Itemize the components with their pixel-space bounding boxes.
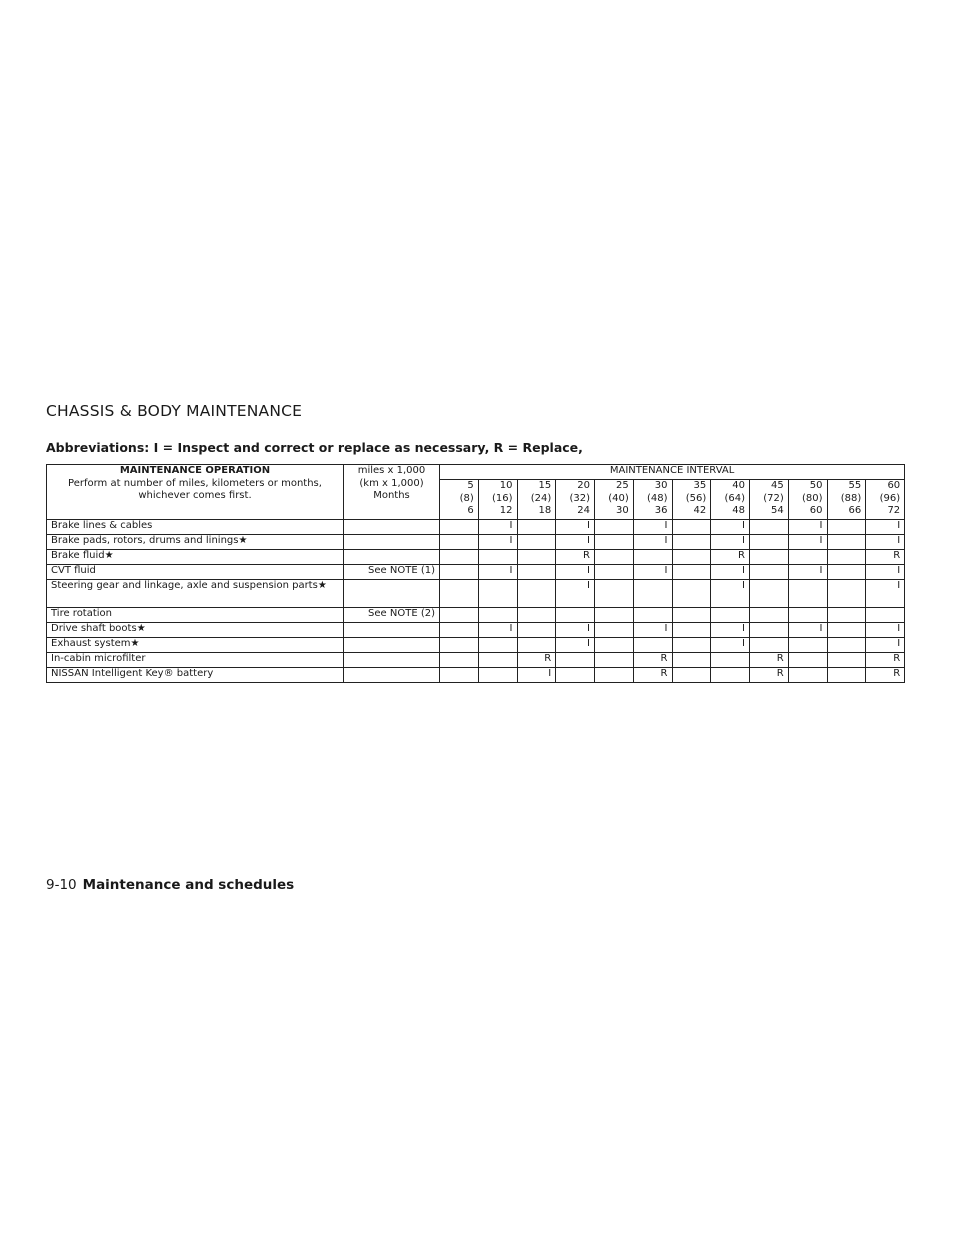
- section-title: CHASSIS & BODY MAINTENANCE: [46, 402, 303, 420]
- interval-mark-cell: [517, 565, 556, 580]
- interval-mark-cell: [788, 550, 827, 565]
- interval-months: 24: [577, 505, 590, 516]
- interval-mark-cell: I: [866, 638, 905, 653]
- interval-header-cell: [478, 480, 517, 520]
- interval-miles: 50: [809, 480, 823, 491]
- interval-mark-cell: [672, 623, 711, 638]
- interval-km: (16): [491, 492, 513, 504]
- interval-km: (48): [646, 492, 668, 504]
- interval-months: 54: [771, 505, 784, 516]
- interval-mark-cell: I: [556, 520, 595, 535]
- note-cell: [344, 520, 440, 535]
- interval-mark-cell: R: [711, 550, 750, 565]
- table-body: [47, 520, 905, 683]
- maintenance-table: [46, 464, 905, 683]
- table-row: [47, 668, 905, 683]
- interval-months: 66: [848, 505, 862, 516]
- star-icon: ★: [104, 550, 114, 561]
- interval-mark-cell: [440, 638, 479, 653]
- interval-months: 48: [732, 505, 745, 516]
- interval-mark-cell: I: [866, 565, 905, 580]
- interval-mark-cell: [827, 520, 866, 535]
- interval-mark-cell: [750, 638, 789, 653]
- interval-mark-cell: [556, 608, 595, 623]
- operation-label: Brake pads, rotors, drums and linings: [51, 535, 239, 546]
- interval-mark-cell: [633, 608, 672, 623]
- operation-label: Drive shaft boots: [51, 623, 137, 634]
- interval-mark-cell: [517, 580, 556, 608]
- interval-months: 12: [499, 505, 513, 516]
- interval-km: (32): [569, 492, 590, 504]
- interval-mark-cell: [440, 565, 479, 580]
- interval-mark-cell: [517, 535, 556, 550]
- note-cell: [344, 535, 440, 550]
- interval-mark-cell: I: [711, 638, 750, 653]
- interval-header-cell: [711, 480, 750, 520]
- interval-header-cell: [866, 480, 905, 520]
- interval-mark-cell: [595, 550, 634, 565]
- operation-label: Steering gear and linkage, axle and suspension parts: [51, 580, 318, 591]
- interval-mark-cell: I: [711, 565, 750, 580]
- interval-mark-cell: [517, 608, 556, 623]
- operation-cell: [47, 623, 344, 638]
- note-cell: See NOTE (2): [344, 608, 440, 623]
- interval-mark-cell: [827, 668, 866, 683]
- interval-months: 42: [693, 505, 707, 516]
- interval-mark-cell: R: [750, 668, 789, 683]
- interval-mark-cell: R: [866, 550, 905, 565]
- interval-mark-cell: I: [556, 565, 595, 580]
- interval-miles: 20: [577, 480, 590, 491]
- interval-mark-cell: [672, 550, 711, 565]
- interval-mark-cell: I: [478, 520, 517, 535]
- interval-mark-cell: [478, 550, 517, 565]
- interval-miles: 55: [848, 480, 862, 491]
- interval-mark-cell: [672, 608, 711, 623]
- operation-cell: [47, 565, 344, 580]
- interval-mark-cell: [672, 535, 711, 550]
- interval-mark-cell: I: [556, 535, 595, 550]
- interval-mark-cell: [556, 668, 595, 683]
- interval-mark-cell: [440, 623, 479, 638]
- interval-mark-cell: [750, 565, 789, 580]
- interval-mark-cell: [440, 580, 479, 608]
- interval-mark-cell: [595, 535, 634, 550]
- interval-mark-cell: I: [788, 535, 827, 550]
- interval-mark-cell: [750, 623, 789, 638]
- operation-cell: [47, 668, 344, 683]
- note-cell: [344, 550, 440, 565]
- interval-mark-cell: [827, 535, 866, 550]
- interval-mark-cell: I: [866, 535, 905, 550]
- interval-months: 36: [654, 505, 668, 516]
- unit-header-months: Months: [373, 490, 410, 501]
- interval-mark-cell: I: [866, 623, 905, 638]
- interval-mark-cell: I: [478, 623, 517, 638]
- interval-mark-cell: [672, 668, 711, 683]
- interval-mark-cell: R: [517, 653, 556, 668]
- operation-cell: [47, 550, 344, 565]
- interval-mark-cell: I: [711, 535, 750, 550]
- interval-mark-cell: [633, 638, 672, 653]
- unit-header-km: (km x 1,000): [359, 477, 424, 489]
- operation-cell: [47, 520, 344, 535]
- note-cell: [344, 653, 440, 668]
- note-cell: [344, 638, 440, 653]
- interval-mark-cell: [478, 608, 517, 623]
- interval-mark-cell: [672, 638, 711, 653]
- note-cell: [344, 668, 440, 683]
- interval-mark-cell: [788, 668, 827, 683]
- interval-mark-cell: [788, 638, 827, 653]
- interval-miles: 15: [538, 480, 552, 491]
- interval-mark-cell: [595, 608, 634, 623]
- interval-mark-cell: [750, 535, 789, 550]
- interval-mark-cell: R: [633, 653, 672, 668]
- interval-header-cell: [633, 480, 672, 520]
- interval-miles: 10: [499, 480, 513, 491]
- interval-header: MAINTENANCE INTERVAL: [440, 465, 905, 480]
- star-icon: ★: [130, 638, 140, 649]
- interval-mark-cell: [672, 580, 711, 608]
- note-cell: [344, 580, 440, 608]
- interval-mark-cell: [595, 668, 634, 683]
- interval-km: (72): [763, 492, 784, 504]
- interval-header-cell: [517, 480, 556, 520]
- interval-months: 30: [616, 505, 629, 516]
- interval-mark-cell: I: [517, 668, 556, 683]
- interval-mark-cell: [595, 623, 634, 638]
- interval-mark-cell: I: [556, 638, 595, 653]
- operation-label: CVT fluid: [51, 565, 96, 576]
- interval-mark-cell: [827, 638, 866, 653]
- interval-km: (24): [530, 492, 552, 504]
- interval-mark-cell: I: [711, 580, 750, 608]
- interval-mark-cell: [750, 608, 789, 623]
- operation-cell: [47, 638, 344, 653]
- interval-mark-cell: [866, 608, 905, 623]
- interval-header-cell: [440, 480, 479, 520]
- table-row: [47, 565, 905, 580]
- interval-mark-cell: R: [556, 550, 595, 565]
- table-row: [47, 580, 905, 608]
- interval-header-cell: [750, 480, 789, 520]
- interval-mark-cell: [440, 653, 479, 668]
- interval-mark-cell: I: [788, 623, 827, 638]
- interval-mark-cell: [788, 580, 827, 608]
- page-footer: [46, 877, 294, 893]
- interval-mark-cell: [711, 668, 750, 683]
- interval-mark-cell: [711, 608, 750, 623]
- operation-label: In-cabin microfilter: [51, 653, 146, 664]
- operation-label: Brake fluid: [51, 550, 105, 561]
- interval-mark-cell: [672, 653, 711, 668]
- interval-mark-cell: R: [750, 653, 789, 668]
- interval-mark-cell: I: [866, 580, 905, 608]
- interval-km: (80): [801, 492, 823, 504]
- interval-mark-cell: I: [711, 520, 750, 535]
- interval-mark-cell: I: [788, 565, 827, 580]
- table-row: [47, 638, 905, 653]
- interval-miles: 45: [771, 480, 784, 491]
- interval-mark-cell: R: [866, 653, 905, 668]
- interval-mark-cell: [517, 520, 556, 535]
- interval-mark-cell: [827, 550, 866, 565]
- interval-miles: 30: [654, 480, 668, 491]
- interval-mark-cell: [478, 580, 517, 608]
- page-number: 9-10: [46, 877, 77, 893]
- interval-km: (56): [685, 492, 707, 504]
- table-row: [47, 520, 905, 535]
- interval-mark-cell: I: [866, 520, 905, 535]
- operation-cell: [47, 580, 344, 608]
- table-row: [47, 608, 905, 623]
- interval-mark-cell: [595, 565, 634, 580]
- interval-mark-cell: [827, 565, 866, 580]
- interval-mark-cell: [595, 638, 634, 653]
- footer-section-title: Maintenance and schedules: [82, 877, 295, 893]
- interval-mark-cell: [556, 653, 595, 668]
- interval-km: (64): [724, 492, 745, 504]
- operation-label: Exhaust system: [51, 638, 131, 649]
- interval-mark-cell: [440, 608, 479, 623]
- star-icon: ★: [317, 580, 327, 591]
- interval-header-cell: [556, 480, 595, 520]
- interval-mark-cell: [595, 653, 634, 668]
- unit-header-miles: miles x 1,000: [357, 465, 426, 476]
- operation-cell: [47, 535, 344, 550]
- interval-mark-cell: [750, 550, 789, 565]
- interval-mark-cell: [440, 668, 479, 683]
- interval-mark-cell: I: [633, 623, 672, 638]
- interval-mark-cell: I: [478, 535, 517, 550]
- interval-mark-cell: [595, 520, 634, 535]
- operation-label: Brake lines & cables: [51, 520, 153, 531]
- interval-miles: 40: [732, 480, 745, 491]
- interval-mark-cell: R: [866, 668, 905, 683]
- interval-mark-cell: I: [633, 535, 672, 550]
- interval-miles: 60: [887, 480, 901, 491]
- interval-months: 72: [887, 505, 901, 516]
- interval-mark-cell: [478, 638, 517, 653]
- interval-km: (8): [459, 492, 474, 504]
- operation-header: [47, 465, 344, 520]
- interval-mark-cell: [788, 653, 827, 668]
- interval-mark-cell: [517, 623, 556, 638]
- interval-mark-cell: [827, 623, 866, 638]
- operation-cell: [47, 608, 344, 623]
- interval-miles: 25: [616, 480, 629, 491]
- interval-mark-cell: I: [788, 520, 827, 535]
- star-icon: ★: [238, 535, 248, 546]
- interval-mark-cell: I: [633, 565, 672, 580]
- operation-label: Tire rotation: [51, 608, 113, 619]
- interval-mark-cell: I: [711, 623, 750, 638]
- interval-km: (88): [840, 492, 862, 504]
- interval-mark-cell: [440, 550, 479, 565]
- interval-mark-cell: I: [633, 520, 672, 535]
- note-cell: See NOTE (1): [344, 565, 440, 580]
- interval-mark-cell: [595, 580, 634, 608]
- interval-mark-cell: [440, 535, 479, 550]
- operation-cell: [47, 653, 344, 668]
- interval-mark-cell: [478, 653, 517, 668]
- interval-header-cell: [788, 480, 827, 520]
- interval-header-cell: [827, 480, 866, 520]
- table-row: [47, 653, 905, 668]
- interval-mark-cell: [750, 520, 789, 535]
- interval-mark-cell: [827, 608, 866, 623]
- interval-mark-cell: [827, 653, 866, 668]
- interval-mark-cell: I: [556, 623, 595, 638]
- interval-mark-cell: [672, 565, 711, 580]
- interval-mark-cell: [517, 550, 556, 565]
- star-icon: ★: [136, 623, 146, 634]
- interval-km: (40): [608, 492, 629, 504]
- interval-header-cell: [595, 480, 634, 520]
- interval-mark-cell: [788, 608, 827, 623]
- interval-mark-cell: [750, 580, 789, 608]
- interval-miles: 5: [467, 480, 474, 491]
- operation-header-text: Perform at number of miles, kilometers or months, whichever comes first.: [68, 477, 322, 501]
- note-cell: [344, 623, 440, 638]
- table-row: [47, 623, 905, 638]
- interval-mark-cell: [633, 550, 672, 565]
- interval-mark-cell: [711, 653, 750, 668]
- interval-miles: 35: [693, 480, 707, 491]
- interval-mark-cell: [517, 638, 556, 653]
- interval-mark-cell: I: [556, 580, 595, 608]
- interval-mark-cell: [478, 668, 517, 683]
- interval-mark-cell: R: [633, 668, 672, 683]
- unit-header: [344, 465, 440, 520]
- table-row: [47, 535, 905, 550]
- interval-mark-cell: [827, 580, 866, 608]
- interval-header-cell: [672, 480, 711, 520]
- interval-months: 18: [538, 505, 552, 516]
- interval-mark-cell: [440, 520, 479, 535]
- interval-months: 6: [467, 505, 474, 516]
- table-row: [47, 550, 905, 565]
- interval-km: (96): [879, 492, 901, 504]
- interval-mark-cell: [672, 520, 711, 535]
- interval-months: 60: [809, 505, 823, 516]
- interval-mark-cell: [633, 580, 672, 608]
- operation-header-title: MAINTENANCE OPERATION: [119, 465, 271, 476]
- interval-mark-cell: I: [478, 565, 517, 580]
- abbreviations-legend: Abbreviations: I = Inspect and correct or replace as necessary, R = Replace,: [46, 440, 583, 455]
- operation-label: NISSAN Intelligent Key® battery: [51, 668, 214, 679]
